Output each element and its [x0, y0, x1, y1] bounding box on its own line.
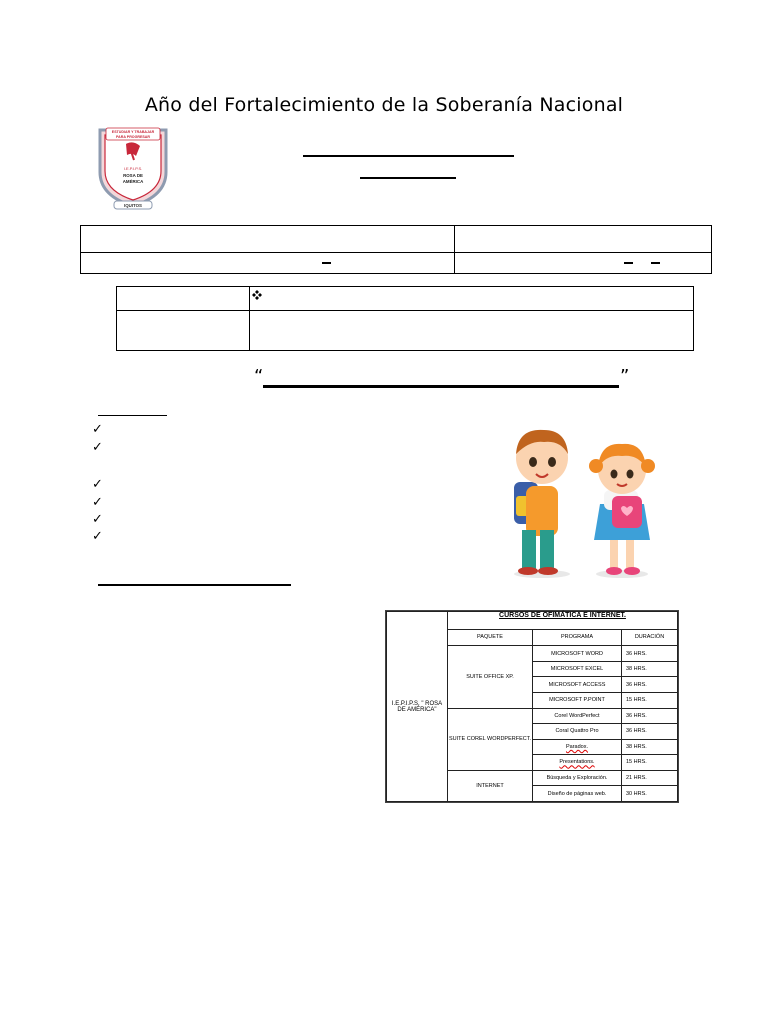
activity-value-cell	[250, 311, 694, 351]
check-icon: ✓	[92, 422, 103, 437]
header-duration: DURACIÓN	[622, 629, 678, 646]
dash-mark	[651, 262, 660, 264]
activity-table	[116, 286, 694, 351]
package-cell: INTERNET	[448, 770, 533, 801]
program-cell: Corel WordPerfect	[533, 708, 622, 724]
institution-cell	[387, 612, 448, 802]
activity-label-cell	[117, 311, 250, 351]
student-info-table	[80, 225, 712, 274]
duration-cell: 36 HRS.	[622, 677, 678, 693]
program-cell: Diseño de páginas web.	[533, 786, 622, 802]
subtitle-blank-line	[360, 177, 456, 179]
activity-value-cell	[250, 287, 694, 311]
header-package: PAQUETE	[448, 629, 533, 646]
close-quote: ”	[620, 366, 630, 387]
institution-name-line1: I.E.P.I.P.S. " ROSA	[391, 700, 443, 707]
duration-cell: 38 HRS.	[622, 661, 678, 677]
svg-text:AMÉRICA: AMÉRICA	[122, 179, 144, 184]
quote-blank-line	[263, 385, 619, 388]
institution-name-line2: DE AMÉRICA"	[397, 706, 437, 713]
courses-table-image	[385, 610, 679, 803]
program-cell: MICROSOFT EXCEL	[533, 661, 622, 677]
children-illustration	[500, 424, 660, 580]
courses-title: CURSOS DE OFIMÁTICA E INTERNET.	[448, 612, 678, 630]
check-icon: ✓	[92, 512, 103, 527]
svg-text:PARA PROGRESAR: PARA PROGRESAR	[116, 135, 150, 139]
duration-cell: 38 HRS.	[622, 739, 678, 755]
duration-cell: 15 HRS.	[622, 692, 678, 708]
svg-text:IQUITOS: IQUITOS	[124, 203, 142, 208]
duration-cell: 36 HRS.	[622, 724, 678, 740]
section-heading-line	[98, 415, 167, 416]
dash-mark	[624, 262, 633, 264]
diamond-cluster-icon	[252, 290, 262, 300]
svg-text:ESTUDIAR Y TRABAJAR: ESTUDIAR Y TRABAJAR	[111, 130, 155, 134]
duration-cell: 36 HRS.	[622, 646, 678, 662]
school-logo	[96, 122, 170, 212]
check-icon: ✓	[92, 529, 103, 544]
info-cell	[455, 226, 712, 253]
document-title: Año del Fortalecimiento de la Soberanía Nacional	[144, 94, 624, 116]
courses-table	[386, 611, 678, 802]
open-quote: “	[254, 366, 264, 387]
svg-text:ROSA DE: ROSA DE	[123, 173, 143, 178]
program-cell: MICROSOFT WORD	[533, 646, 622, 662]
program-cell: MICROSOFT P.POINT	[533, 692, 622, 708]
name-blank-line	[303, 155, 514, 157]
header-program: PROGRAMA	[533, 629, 622, 646]
program-cell: Búsqueda y Exploración.	[533, 770, 622, 786]
info-cell	[81, 253, 455, 274]
duration-cell: 30 HRS.	[622, 786, 678, 802]
program-cell: Paradox.	[533, 739, 622, 755]
package-cell: SUITE OFFICE XP.	[448, 646, 533, 708]
package-cell: SUITE COREL WORDPERFECT.	[448, 708, 533, 770]
check-icon: ✓	[92, 477, 103, 492]
svg-text:I.E.P.I.P.S.: I.E.P.I.P.S.	[123, 166, 143, 171]
info-cell	[455, 253, 712, 274]
duration-cell: 21 HRS.	[622, 770, 678, 786]
program-cell: MICROSOFT ACCESS	[533, 677, 622, 693]
duration-cell: 15 HRS.	[622, 755, 678, 771]
activity-label-cell	[117, 287, 250, 311]
program-cell: Presentations.	[533, 755, 622, 771]
info-cell	[81, 226, 455, 253]
check-icon: ✓	[92, 495, 103, 510]
section2-heading-line	[98, 584, 291, 586]
check-icon: ✓	[92, 440, 103, 455]
duration-cell: 36 HRS.	[622, 708, 678, 724]
dash-mark	[322, 262, 331, 264]
program-cell: Coral Quattro Pro	[533, 724, 622, 740]
